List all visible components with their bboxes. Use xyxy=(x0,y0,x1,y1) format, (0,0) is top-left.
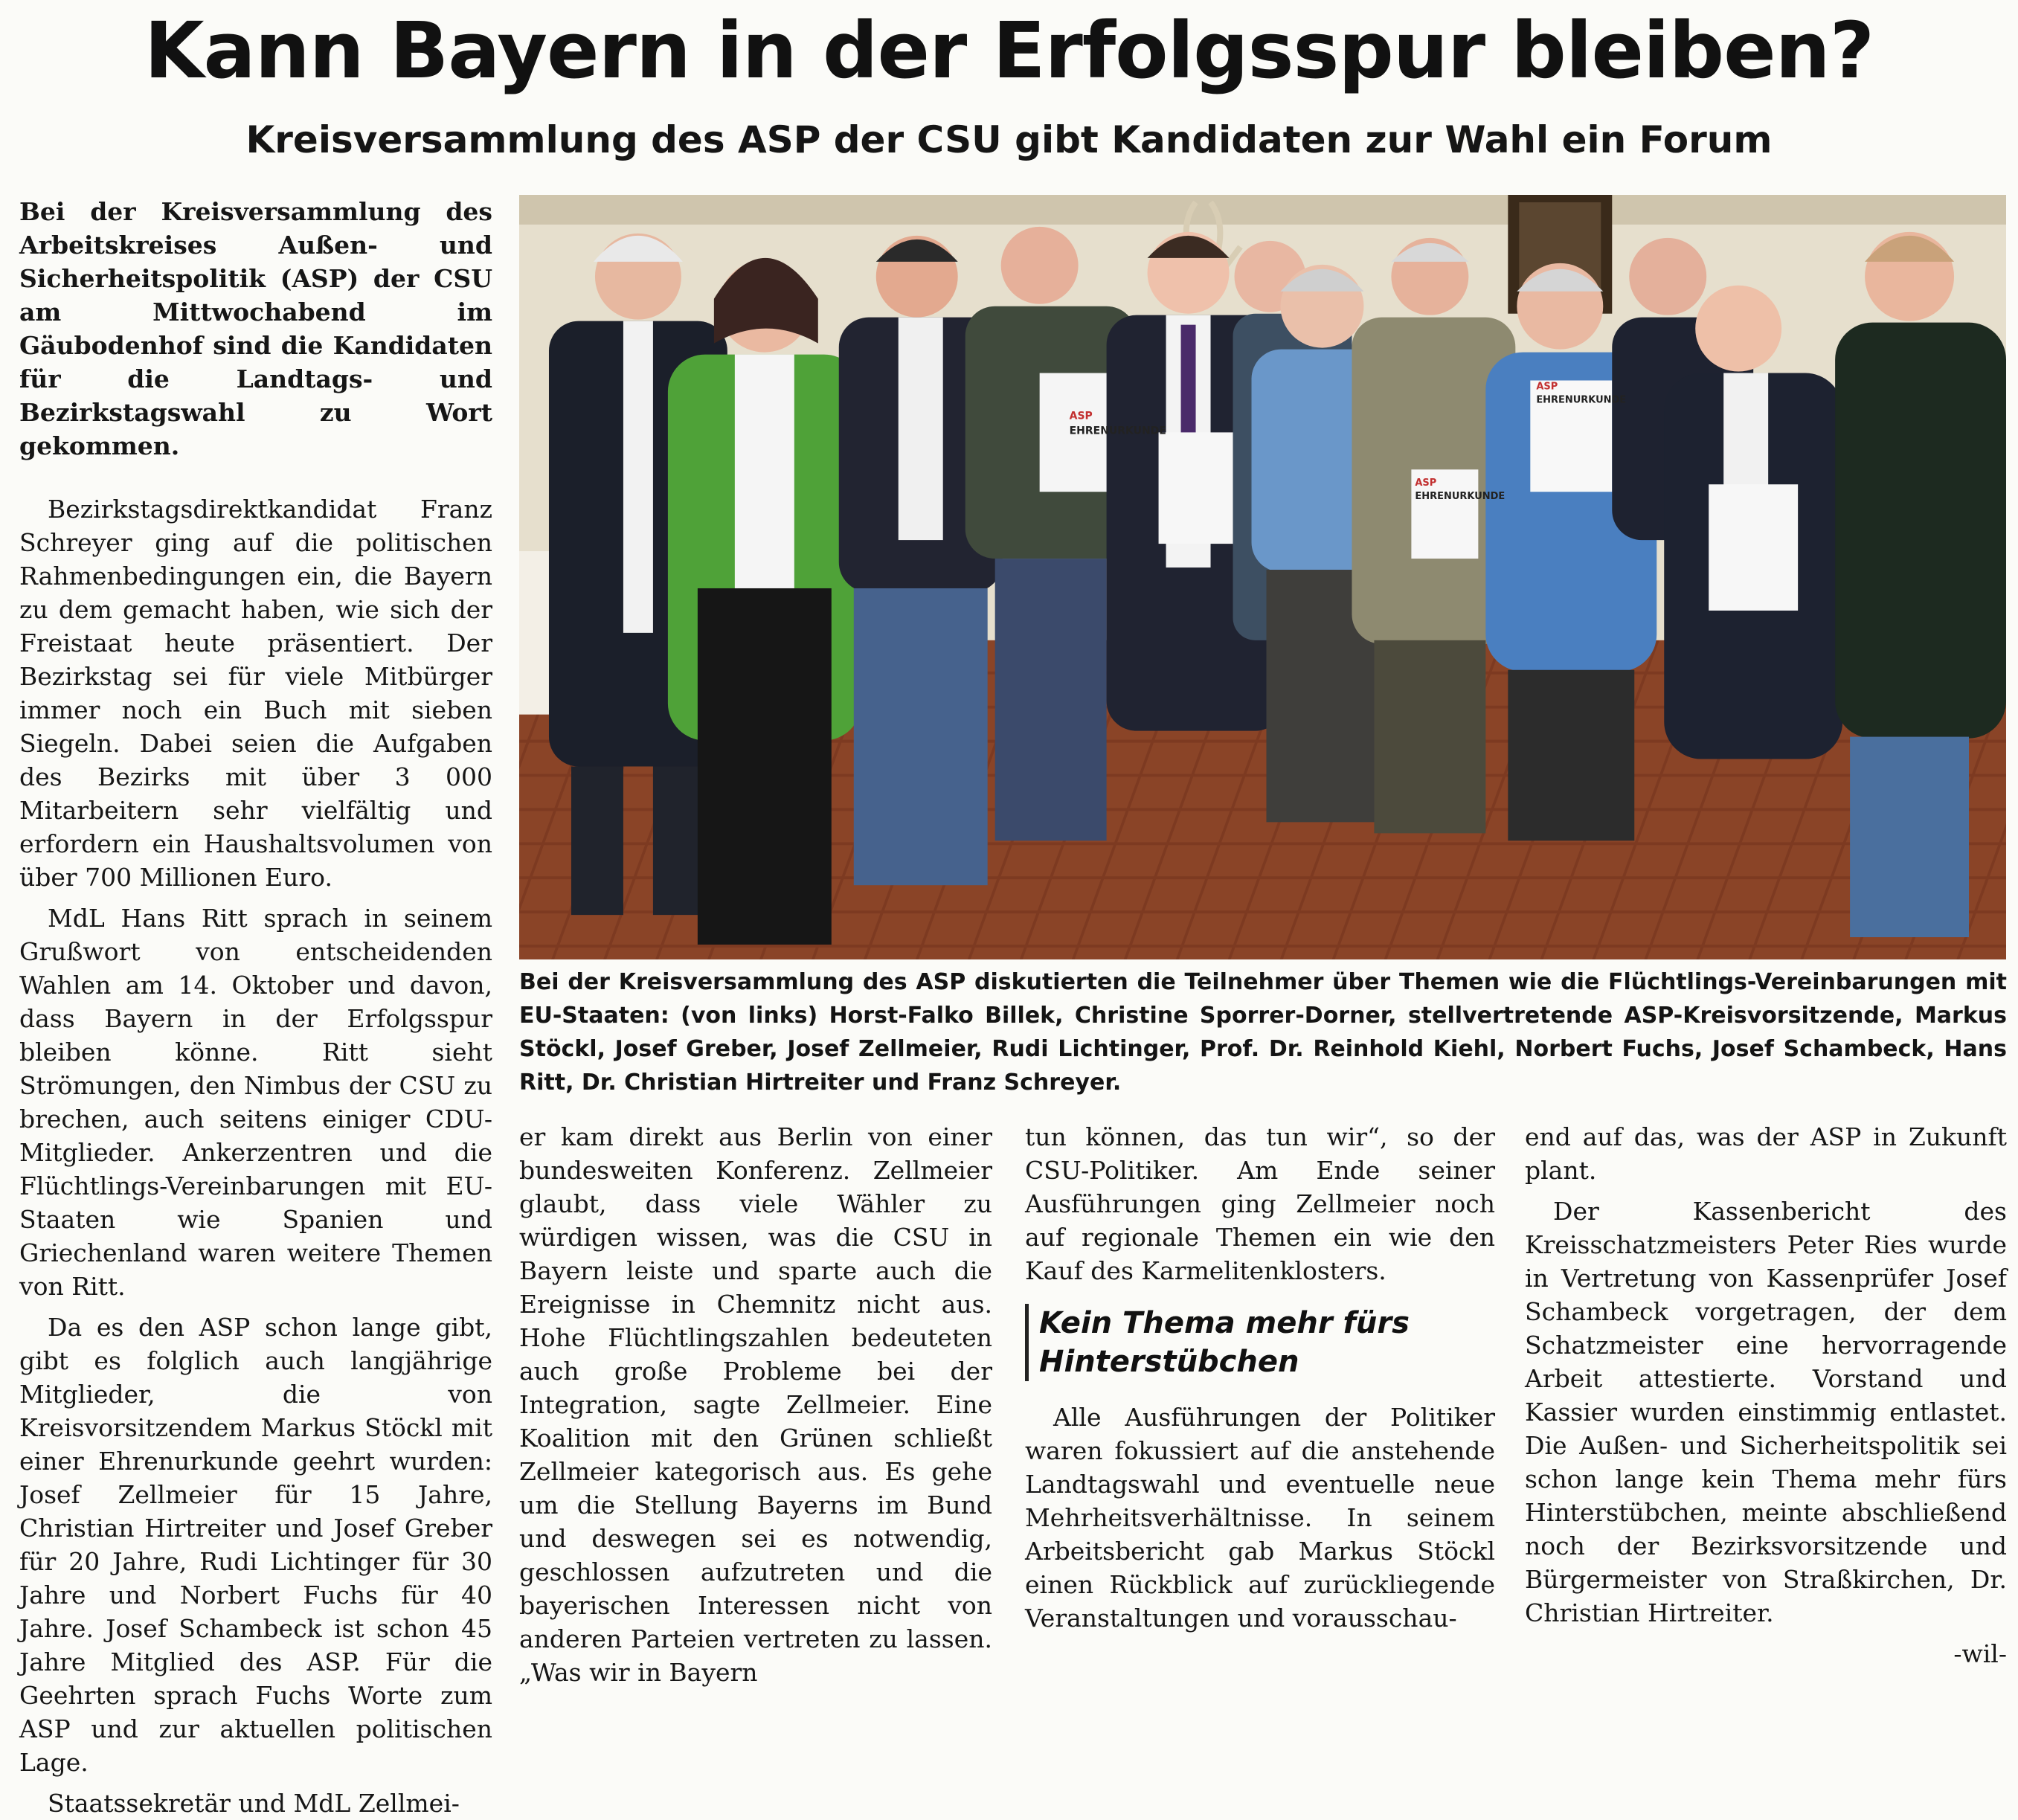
section-subheading: Kein Thema mehr fürs Hinterstübchen xyxy=(1025,1304,1495,1381)
paragraph: Bezirkstagsdirektkandidat Franz Schreyer ging auf die politischen Rahmenbedingungen ein, die Bayern zu dem gemacht haben, wie sich der Freistaat heute präsentiert. Der Bezirkstag sei für viele Mitbürger immer noch ein Buch mit sieben Siegeln. Dabei seien die Aufgaben des Bezirks mit über 3 000 Mitarbeitern sehr vielfältig und erfordern ein Haushaltsvolumen von über 700 Millionen Euro. xyxy=(19,495,492,892)
paragraph: tun können, das tun wir“, so der CSU-Politiker. Am Ende seiner Ausführungen ging Zellmeier noch auf regionale Themen ein wie den Kauf des Karmelitenklosters. xyxy=(1025,1122,1495,1285)
certificate-brand: ASP xyxy=(1536,381,1558,393)
certificate-brand: ASP xyxy=(1069,410,1093,422)
article-column-3 xyxy=(1025,1120,1495,1653)
group-photo-illustration xyxy=(519,195,2006,959)
headline: Kann Bayern in der Erfolgsspur bleiben? xyxy=(144,5,1874,96)
subheadline: Kreisversammlung des ASP der CSU gibt Kandidaten zur Wahl ein Forum xyxy=(245,118,1773,161)
article-lead: Bei der Kreisversammlung des Arbeitskreises Außen- und Sicherheitspolitik (ASP) der CSU am Mittwochabend im Gäubodenhof sind die Kandidaten für die Landtags- und Bezirkstagswahl zu Wort gekommen. xyxy=(19,197,492,460)
paragraph: end auf das, was der ASP in Zukunft plant. xyxy=(1525,1122,2007,1185)
certificate-title: EHRENURKUNDE xyxy=(1069,425,1166,437)
article-column-1 xyxy=(19,195,492,1818)
paragraph: Alle Ausführungen der Politiker waren fokussiert auf die anstehende Landtagswahl und eventuelle neue Mehrheitsverhältnisse. In seinem Arbeitsbericht gab Markus Stöckl einen Rückblick auf zurückliegende Veranstaltungen und vorausschau- xyxy=(1025,1403,1495,1633)
paragraph: Der Kassenbericht des Kreisschatzmeisters Peter Ries wurde in Vertretung von Kassenprüfer Josef Schambeck vorgetragen, der dem Schatzmeister eine hervorragende Arbeit attestierte. Vorstand und Kassier wurden einstimmig entlastet. Die Außen- und Sicherheitspolitik sei schon lange kein Thema mehr fürs Hinterstübchen, meinte abschließend noch der Bezirksvorsitzende und Bürgermeister von Straßkirchen, Dr. Christian Hirtreiter. xyxy=(1525,1197,2007,1627)
certificate-title: EHRENURKUNDE xyxy=(1536,394,1627,406)
article-column-4 xyxy=(1525,1120,2007,1668)
certificate-brand: ASP xyxy=(1415,477,1437,489)
paragraph: er kam direkt aus Berlin von einer bundesweiten Konferenz. Zellmeier glaubt, dass viele Wähler zu würdigen wissen, was die CSU in Bayern leiste und sparte auch die Ereignisse in Chemnitz nicht aus. Hohe Flüchtlingszahlen bedeuteten auch große Probleme bei der Integration, sagte Zellmeier. Eine Koalition mit den Grünen schließt Zellmeier kategorisch aus. Es gehe um die Stellung Bayerns im Bund und deswegen sei es notwendig, geschlossen aufzutreten und die bayerischen Interessen nicht von anderen Parteien vertreten zu lassen. „Was wir in Bayern xyxy=(519,1122,992,1687)
paragraph: MdL Hans Ritt sprach in seinem Grußwort von entscheidenden Wahlen am 14. Oktober und davon, dass Bayern in der Erfolgsspur bleiben könne. Ritt sieht Strömungen, den Nimbus der CSU zu brechen, auch seitens einiger CDU-Mitglieder. Ankerzentren und die Flüchtlings-Vereinbarungen mit EU-Staaten wie Spanien und Griechenland waren weitere Themen von Ritt. xyxy=(19,904,492,1301)
article-column-2 xyxy=(519,1120,992,1687)
group-photo xyxy=(519,195,2006,959)
photo-caption: Bei der Kreisversammlung des ASP diskutierten die Teilnehmer über Themen wie die Flüchtlings-Vereinbarungen mit EU-Staaten: (von links) Horst-Falko Billek, Christine Sporrer-Dorner, stellvertretende ASP-Kreisvorsitzende, Markus Stöckl, Josef Greber, Josef Zellmeier, Rudi Lichtinger, Prof. Dr. Reinhold Kiehl, Norbert Fuchs, Josef Schambeck, Hans Ritt, Dr. Christian Hirtreiter und Franz Schreyer. xyxy=(519,969,2007,1096)
author-byline: -wil- xyxy=(1953,1639,2007,1668)
paragraph: Da es den ASP schon lange gibt, gibt es folglich auch langjährige Mitglieder, die von Kreisvorsitzendem Markus Stöckl mit einer Ehrenurkunde geehrt wurden: Josef Zellmeier für 15 Jahre, Christian Hirtreiter und Josef Greber für 20 Jahre, Rudi Lichtinger für 30 Jahre und Norbert Fuchs für 40 Jahre. Josef Schambeck ist schon 45 Jahre Mitglied des ASP. Für die Geehrten sprach Fuchs Worte zum ASP und zur aktuellen politischen Lage. xyxy=(19,1313,492,1777)
paragraph: Staatssekretär und MdL Zellmei- xyxy=(48,1789,460,1818)
certificate-title: EHRENURKUNDE xyxy=(1415,491,1506,503)
